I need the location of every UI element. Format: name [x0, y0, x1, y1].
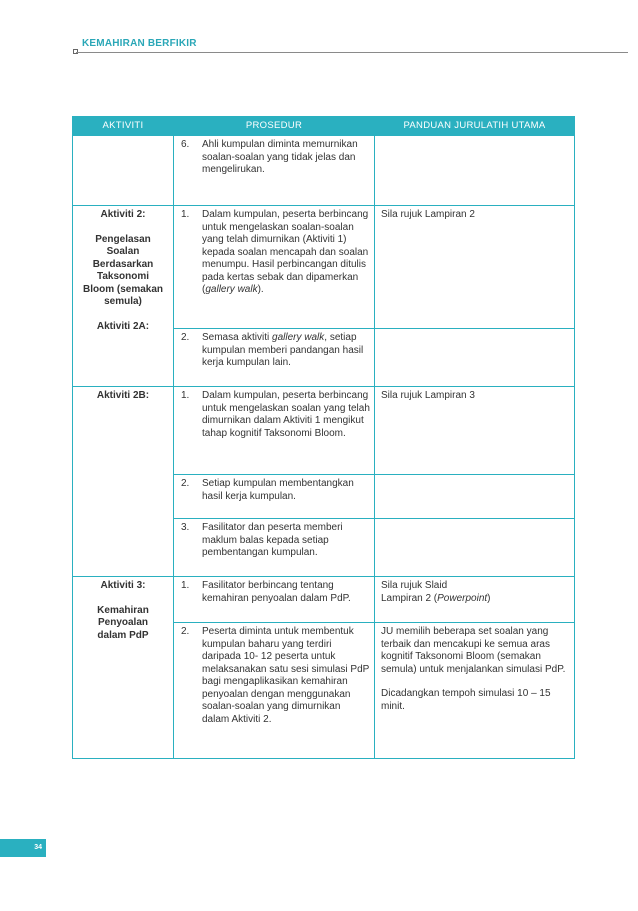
table-row — [73, 136, 575, 206]
guide-cell-empty — [375, 136, 575, 206]
step-number: 1. — [181, 390, 190, 401]
guide-text: Sila rujuk Lampiran 3 — [381, 390, 475, 401]
procedure-cell — [174, 623, 375, 759]
header-rule — [76, 52, 628, 53]
activity-title: Aktiviti 2B: — [96, 390, 150, 401]
page-number: 34 — [0, 839, 46, 857]
activity-cell-aktiviti-2b — [73, 387, 174, 577]
table-header-row — [73, 117, 575, 136]
guide-cell-empty — [375, 519, 575, 577]
guide-cell-empty — [375, 475, 575, 519]
activity-cell-aktiviti-3 — [73, 577, 174, 759]
step-text: Fasilitator berbincang tentang kemahiran penyoalan dalam PdP. — [202, 580, 351, 604]
procedure-cell — [174, 136, 375, 206]
table-row — [73, 206, 575, 329]
activity-cell-empty — [73, 136, 174, 206]
column-header-prosedur: PROSEDUR — [174, 117, 375, 136]
step-text: Fasilitator dan peserta memberi maklum balas kepada setiap pembentangan kumpulan. — [202, 522, 343, 558]
column-header-panduan: PANDUAN JURULATIH UTAMA — [375, 117, 575, 136]
guide-cell — [375, 387, 575, 475]
step-text: Setiap kumpulan membentangkan hasil kerja kumpulan. — [202, 478, 354, 502]
guide-cell-empty — [375, 329, 575, 387]
guide-text: JU memilih beberapa set soalan yang terbaik dan mencakupi ke semua aras kognitif Taksonomi Bloom (semakan semula) untuk menjalankan simulasi PdP. — [381, 626, 566, 675]
step-text: Dalam kumpulan, peserta berbincang untuk mengelaskan soalan yang telah dimurnikan dalam Aktiviti 1 mengikut tahap kognitif Taksonomi Bloom. — [202, 390, 370, 439]
step-number: 2. — [181, 478, 190, 489]
table-row — [73, 577, 575, 623]
activity-cell-aktiviti-2 — [73, 206, 174, 387]
procedure-cell — [174, 329, 375, 387]
step-text: Peserta diminta untuk membentuk kumpulan baharu yang terdiri daripada 10- 12 peserta untuk melaksanakan satu sesi simulasi PdP bagi mengaplikasikan kemahiran penyoalan dengan menggunakan soalan-soalan yang dimurnikan dalam Aktiviti 2. — [202, 626, 370, 725]
activity-description: Pengelasan Soalan Berdasarkan Taksonomi Bloom (semakan semula) — [82, 233, 164, 307]
guide-cell — [375, 206, 575, 329]
table-row — [73, 387, 575, 475]
header-title: KEMAHIRAN BERFIKIR — [82, 38, 197, 49]
activity-description: Kemahiran Penyoalan dalam PdP — [97, 604, 149, 641]
activity-title: Aktiviti 2: — [100, 209, 146, 220]
procedure-cell — [174, 519, 375, 577]
step-text: Dalam kumpulan, peserta berbincang untuk mengelaskan soalan-soalan yang telah dimurnikan (Aktiviti 1) kepada soalan mencapah dan soalan menumpu. Hasil perbincangan ditulis pada kertas sebak dan dipamerkan (gallery walk). — [202, 209, 369, 295]
guide-cell — [375, 623, 575, 759]
procedure-cell — [174, 206, 375, 329]
step-number: 1. — [181, 580, 190, 591]
guide-cell — [375, 577, 575, 623]
guide-text: Sila rujuk Lampiran 2 — [381, 209, 475, 220]
activity-subtitle: Aktiviti 2A: — [96, 320, 150, 332]
step-text: Ahli kumpulan diminta memurnikan soalan-soalan yang tidak jelas dan mengelirukan. — [202, 139, 358, 175]
step-number: 6. — [181, 139, 190, 150]
procedure-cell — [174, 475, 375, 519]
activity-title: Aktiviti 3: — [100, 580, 146, 591]
step-number: 1. — [181, 209, 190, 220]
step-number: 2. — [181, 626, 190, 637]
procedure-cell — [174, 577, 375, 623]
guide-text: Sila rujuk Slaid Lampiran 2 (Powerpoint) — [381, 580, 491, 604]
activity-table — [72, 116, 575, 759]
procedure-cell — [174, 387, 375, 475]
step-text: Semasa aktiviti gallery walk, setiap kumpulan memberi pandangan hasil kerja kumpulan lain. — [202, 332, 364, 368]
column-header-aktiviti: AKTIVITI — [73, 117, 174, 136]
step-number: 3. — [181, 522, 190, 533]
step-number: 2. — [181, 332, 190, 343]
guide-text: Dicadangkan tempoh simulasi 10 – 15 minit. — [381, 688, 551, 712]
